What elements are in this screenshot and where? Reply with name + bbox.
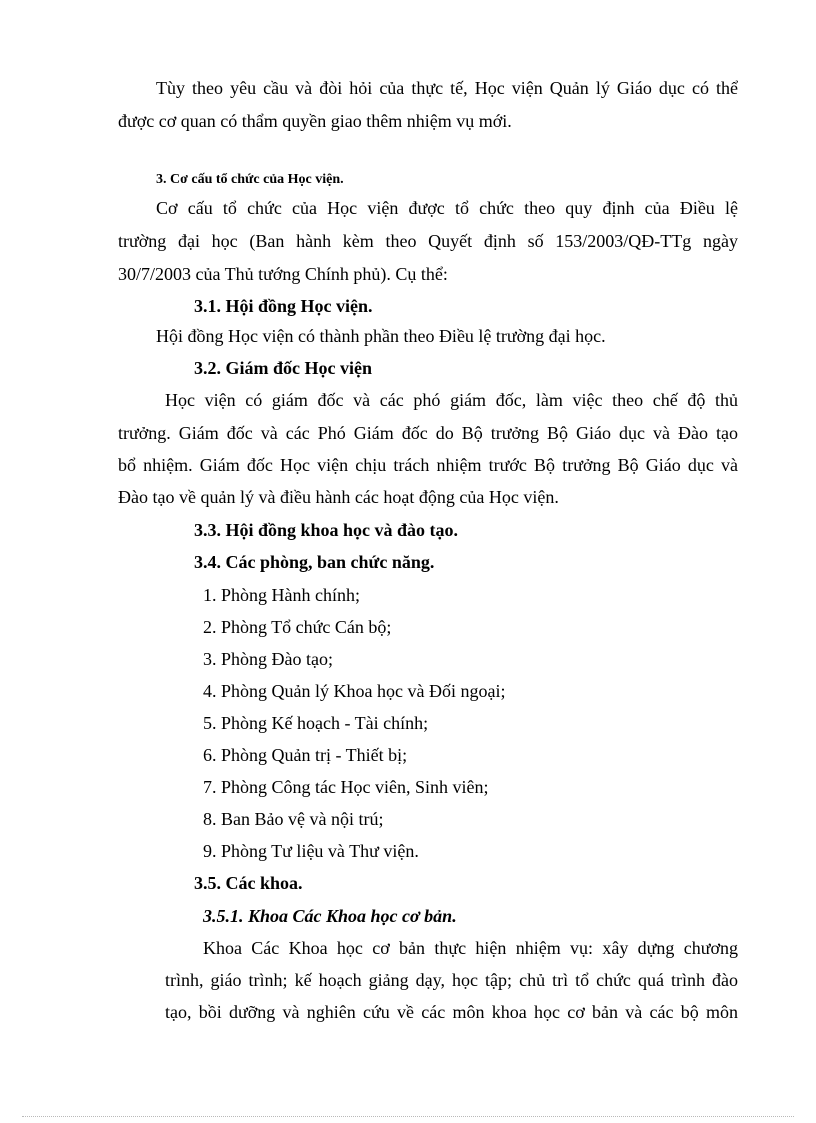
section-3-1-text: Hội đồng Học viện có thành phần theo Điều lệ trường đại học.	[156, 326, 606, 346]
section-3-5-1-line-1: Khoa Các Khoa học cơ bản thực hiện nhiệm vụ: xây dựng chương	[203, 938, 738, 958]
list-item: 5. Phòng Kế hoạch - Tài chính;	[203, 713, 429, 733]
section-3-1-heading: 3.1. Hội đồng Học viện.	[194, 296, 373, 316]
section-3-2-line-2: trưởng. Giám đốc và các Phó Giám đốc do Bộ trưởng Bộ Giáo dục và Đào tạo	[118, 423, 738, 443]
intro-line-1: Tùy theo yêu cầu và đòi hỏi của thực tế, Học viện Quản lý Giáo dục có thể	[156, 78, 738, 98]
list-item: 3. Phòng Đào tạo;	[203, 649, 333, 669]
list-item: 1. Phòng Hành chính;	[203, 585, 360, 605]
section-3-heading: 3. Cơ cấu tổ chức của Học viện.	[156, 172, 344, 187]
section-3-5-1-line-2: trình, giáo trình; kế hoạch giảng dạy, học tập; chủ trì tổ chức quá trình đào	[165, 970, 738, 990]
list-item: 2. Phòng Tổ chức Cán bộ;	[203, 617, 392, 637]
section-3-2-line-4: Đào tạo về quản lý và điều hành các hoạt động của Học viện.	[118, 487, 559, 507]
section-3-5-heading: 3.5. Các khoa.	[194, 873, 303, 893]
section-3-4-heading: 3.4. Các phòng, ban chức năng.	[194, 552, 435, 572]
section-3-para-line-3: 30/7/2003 của Thủ tướng Chính phủ). Cụ thể:	[118, 264, 448, 284]
section-3-para-line-2: trường đại học (Ban hành kèm theo Quyết định số 153/2003/QĐ-TTg ngày	[118, 231, 738, 251]
list-item: 9. Phòng Tư liệu và Thư viện.	[203, 841, 419, 861]
section-3-3-heading: 3.3. Hội đồng khoa học và đào tạo.	[194, 520, 459, 540]
list-item: 6. Phòng Quản trị - Thiết bị;	[203, 745, 408, 765]
list-item: 4. Phòng Quản lý Khoa học và Đối ngoại;	[203, 681, 506, 701]
section-3-2-line-1: Học viện có giám đốc và các phó giám đốc, làm việc theo chế độ thủ	[165, 390, 738, 410]
section-3-5-1-line-3: tạo, bồi dưỡng và nghiên cứu về các môn khoa học cơ bản và các bộ môn	[165, 1002, 738, 1022]
list-item: 8. Ban Bảo vệ và nội trú;	[203, 809, 384, 829]
section-3-para-line-1: Cơ cấu tổ chức của Học viện được tổ chức theo quy định của Điều lệ	[156, 198, 738, 218]
section-3-5-1-heading: 3.5.1. Khoa Các Khoa học cơ bản.	[203, 906, 457, 926]
section-3-2-heading: 3.2. Giám đốc Học viện	[194, 358, 372, 378]
list-item: 7. Phòng Công tác Học viên, Sinh viên;	[203, 777, 489, 797]
intro-line-2: được cơ quan có thẩm quyền giao thêm nhiệm vụ mới.	[118, 111, 512, 131]
page-footer-divider	[22, 1116, 794, 1117]
section-3-2-line-3: bổ nhiệm. Giám đốc Học viện chịu trách nhiệm trước Bộ trưởng Bộ Giáo dục và	[118, 455, 738, 475]
